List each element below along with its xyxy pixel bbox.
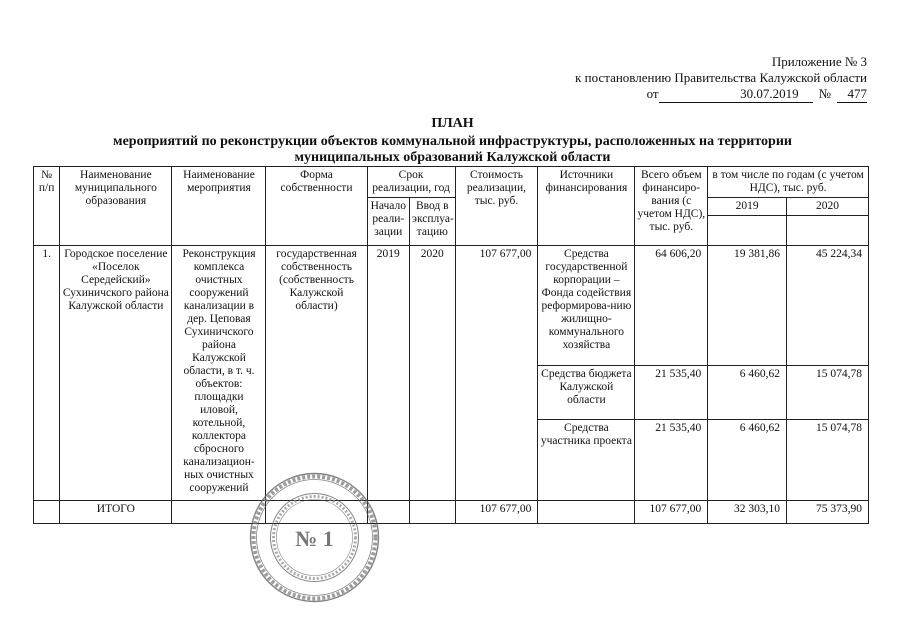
source-total: 21 535,40 [635,420,708,501]
header-year-2020-blank [787,216,869,246]
header-year-2019: 2019 [708,198,787,216]
header-period-start: Начало реали-зации [367,198,409,246]
header-period-end: Ввод в эксплуа-тацию [410,198,456,246]
total-end-blank [410,501,456,524]
appendix-block [575,54,867,103]
header-sources: Источники финансирования [538,167,635,246]
source-total: 21 535,40 [635,366,708,420]
row-num: 1. [34,246,60,501]
header-year-2020: 2020 [787,198,869,216]
header-event: Наименование мероприятия [172,167,266,246]
header-cost: Стоимость реализации, тыс. руб. [455,167,538,246]
total-2020: 75 373,90 [787,501,869,524]
plan-heading: ПЛАН [431,116,474,131]
source-2019: 6 460,62 [708,366,787,420]
total-row [34,501,869,524]
appendix-title: Приложение № 3 [771,54,867,69]
source-name: Средства государственной корпорации – Фонда содействия реформирова-нию жилищно-коммунального хозяйства [538,246,635,366]
row-start-year: 2019 [367,246,409,501]
total-source-blank [538,501,635,524]
official-seal-stamp [247,470,382,605]
header-num: № п/п [34,167,60,246]
source-2020: 15 074,78 [787,420,869,501]
source-2019: 6 460,62 [708,420,787,501]
from-label: от [646,86,659,101]
source-2020: 15 074,78 [787,366,869,420]
source-total: 64 606,20 [635,246,708,366]
source-2019: 19 381,86 [708,246,787,366]
total-cost: 107 677,00 [455,501,538,524]
header-year-2019-blank [708,216,787,246]
source-2020: 45 224,34 [787,246,869,366]
header-municipality: Наименование муниципального образования [60,167,172,246]
header-total: Всего объем финансиро-вания (с учетом НДС), тыс. руб. [635,167,708,246]
header-ownership: Форма собственности [266,167,367,246]
source-name: Средства бюджета Калужской области [538,366,635,420]
number-sign: № [818,86,831,101]
row-municipality: Городское поселение «Поселок Середейский» Сухиничского района Калужской области [60,246,172,501]
plan-subtitle-line2: муниципальных образований Калужской области [294,150,611,165]
total-2019: 32 303,10 [708,501,787,524]
plan-subtitle-line1: мероприятий по реконструкции объектов коммунальной инфраструктуры, расположенных на территории [113,134,792,149]
resolution-date: 30.07.2019 [659,86,813,103]
table-row [34,246,869,366]
header-period: Срок реализации, год [367,167,455,198]
row-cost: 107 677,00 [455,246,538,501]
row-event: Реконструкция комплекса очистных сооружений канализации в дер. Цеповая Сухиничского района Калужской области, в т. ч. объектов: площадки иловой, котельной, коллектора сбросного канализацион-ных очистных сооружений [172,246,266,501]
header-by-years: в том числе по годам (с учетом НДС), тыс. руб. [708,167,869,198]
total-amount: 107 677,00 [635,501,708,524]
appendix-date-line [575,86,867,103]
total-label: ИТОГО [60,501,172,524]
header-row-1 [34,167,869,198]
row-ownership: государственная собственность (собственность Калужской области) [266,246,367,501]
row-end-year: 2020 [410,246,456,501]
seal-number: № 1 [295,526,334,551]
source-name: Средства участника проекта [538,420,635,501]
appendix-resolution: к постановлению Правительства Калужской области [575,70,867,85]
plan-table [33,166,869,524]
total-num-blank [34,501,60,524]
resolution-number: 477 [837,86,867,103]
